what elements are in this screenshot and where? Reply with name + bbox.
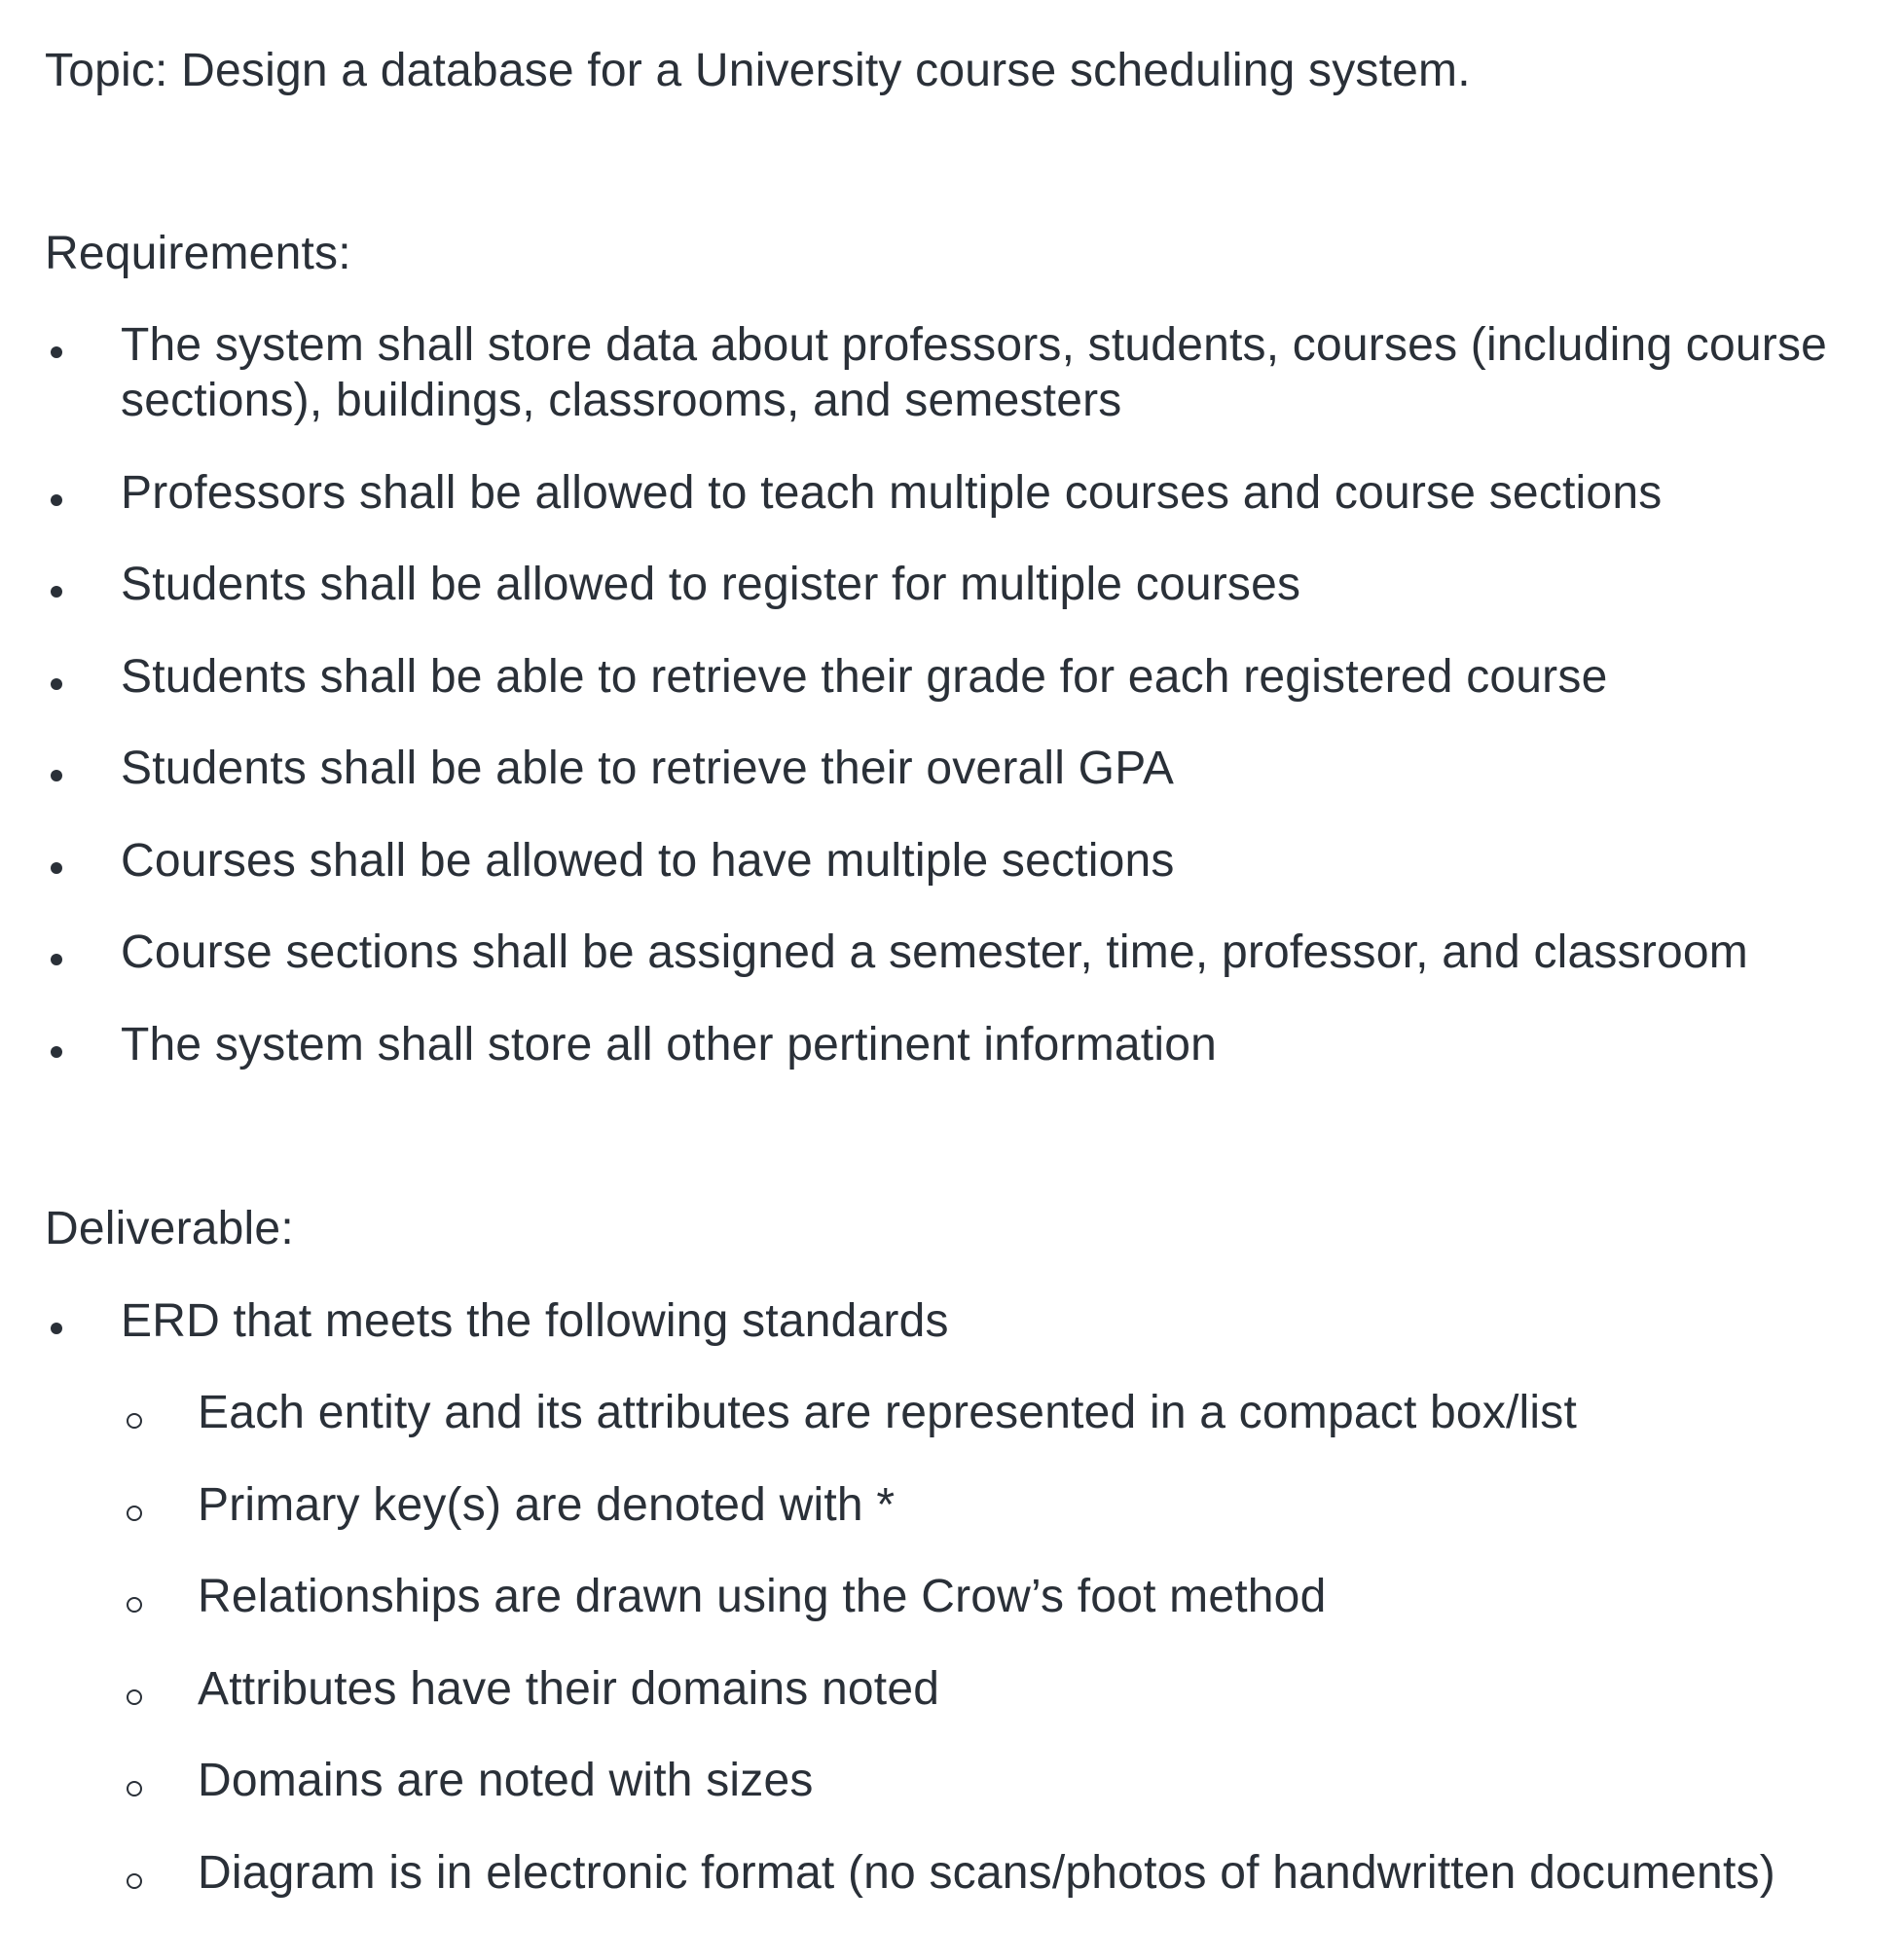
circle-bullet-icon <box>127 1873 142 1889</box>
bullet-icon <box>51 1046 62 1058</box>
bullet-icon <box>51 1323 62 1334</box>
circle-bullet-icon <box>127 1597 142 1613</box>
deliverable-subitem-5: Domains are noted with sizes <box>198 1755 814 1806</box>
requirement-item-7: Course sections shall be assigned a semester, time, professor, and classroom <box>121 926 1748 978</box>
requirement-item-6: Courses shall be allowed to have multiple sections <box>121 835 1175 887</box>
requirements-heading: Requirements: <box>45 228 351 279</box>
circle-bullet-icon <box>127 1413 142 1429</box>
deliverable-subitem-3: Relationships are drawn using the Crow’s foot method <box>198 1571 1327 1622</box>
bullet-icon <box>51 862 62 874</box>
bullet-icon <box>51 770 62 781</box>
requirement-item-3: Students shall be allowed to register for multiple courses <box>121 559 1301 610</box>
deliverable-subitem-1: Each entity and its attributes are represented in a compact box/list <box>198 1387 1578 1438</box>
requirement-item-4: Students shall be able to retrieve their grade for each registered course <box>121 651 1608 703</box>
requirement-item-8: The system shall store all other pertinent information <box>121 1019 1217 1071</box>
requirement-item-2: Professors shall be allowed to teach multiple courses and course sections <box>121 467 1663 519</box>
bullet-icon <box>51 586 62 598</box>
bullet-icon <box>51 346 62 358</box>
requirement-item-1-line2: sections), buildings, classrooms, and semesters <box>121 375 1122 426</box>
bullet-icon <box>51 954 62 965</box>
topic-text: Topic: Design a database for a University course scheduling system. <box>45 45 1471 96</box>
deliverable-subitem-2: Primary key(s) are denoted with * <box>198 1479 896 1531</box>
circle-bullet-icon <box>127 1689 142 1705</box>
circle-bullet-icon <box>127 1506 142 1521</box>
deliverable-subitem-6: Diagram is in electronic format (no scans/photos of handwritten documents) <box>198 1847 1775 1899</box>
deliverable-item-1: ERD that meets the following standards <box>121 1295 949 1347</box>
deliverable-heading: Deliverable: <box>45 1203 294 1254</box>
bullet-icon <box>51 494 62 506</box>
requirement-item-1-line1: The system shall store data about professors, students, courses (including course <box>121 319 1828 371</box>
deliverable-subitem-4: Attributes have their domains noted <box>198 1663 940 1715</box>
circle-bullet-icon <box>127 1781 142 1797</box>
bullet-icon <box>51 678 62 690</box>
requirement-item-5: Students shall be able to retrieve their overall GPA <box>121 743 1175 794</box>
